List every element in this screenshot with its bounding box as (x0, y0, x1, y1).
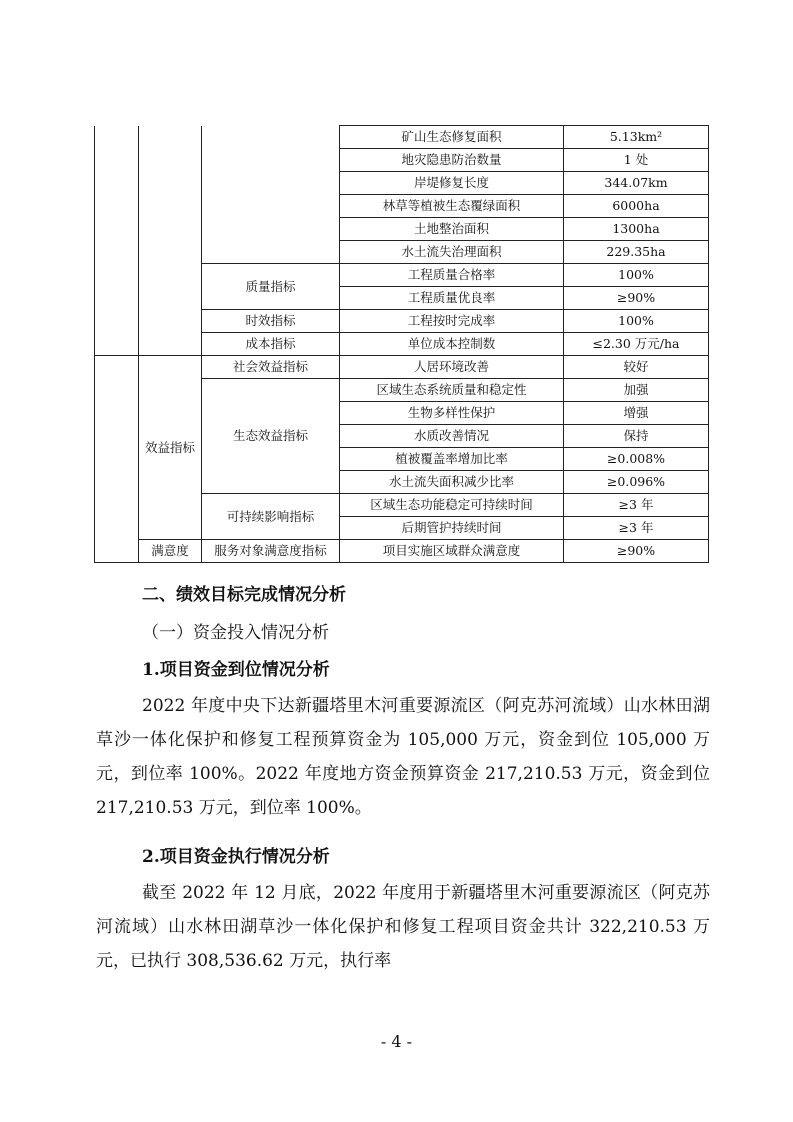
benefit-indicator-group: 效益指标 (139, 356, 202, 540)
indicator-name: 区域生态系统质量和稳定性 (340, 379, 564, 402)
indicator-value: 100% (564, 264, 709, 287)
satisfaction-indicator-group: 满意度 (139, 540, 202, 563)
indicator-name: 项目实施区域群众满意度 (340, 540, 564, 563)
paragraph-fund-arrival: 2022 年度中央下达新疆塔里木河重要源流区（阿克苏河流域）山水林田湖草沙一体化保护和修复工程预算资金为 105,000 万元，资金到位 105,000 万元，到位率 100%。2022 年度地方资金预算资金 217,210.53 万元，资金到位 217,210.53 万元，到位率 100%。 (96, 696, 710, 818)
indicator-value: 较好 (564, 356, 709, 379)
indicator-value: 增强 (564, 402, 709, 425)
quality-indicator-group: 质量指标 (202, 264, 340, 310)
indicator-name: 水质改善情况 (340, 425, 564, 448)
indicator-value: 1300ha (564, 218, 709, 241)
indicator-name: 植被覆盖率增加比率 (340, 448, 564, 471)
indicator-value: 100% (564, 310, 709, 333)
level1-cell-continued (95, 126, 139, 356)
indicator-value: ≥0.008% (564, 448, 709, 471)
table-row (95, 356, 709, 379)
level1-cell-continued (95, 356, 139, 563)
indicator-value: 6000ha (564, 195, 709, 218)
indicator-name: 矿山生态修复面积 (340, 126, 564, 149)
indicator-name: 单位成本控制数 (340, 333, 564, 356)
table-row (95, 540, 709, 563)
indicator-value: ≥0.096% (564, 471, 709, 494)
indicator-value: 保持 (564, 425, 709, 448)
page-number: - 4 - (380, 1032, 413, 1051)
indicator-name: 生物多样性保护 (340, 402, 564, 425)
indicator-name: 工程质量合格率 (340, 264, 564, 287)
indicator-value: 229.35ha (564, 241, 709, 264)
indicator-name: 地灾隐患防治数量 (340, 149, 564, 172)
indicator-value: 1 处 (564, 149, 709, 172)
indicator-value: 5.13km² (564, 126, 709, 149)
indicator-name: 土地整治面积 (340, 218, 564, 241)
level2-cell-continued (139, 126, 202, 356)
indicator-name: 水土流失治理面积 (340, 241, 564, 264)
eco-benefit-indicator-group: 生态效益指标 (202, 379, 340, 494)
indicator-name: 岸堤修复长度 (340, 172, 564, 195)
timeliness-indicator-group: 时效指标 (202, 310, 340, 333)
table-row (95, 126, 709, 149)
indicator-value: ≥90% (564, 287, 709, 310)
indicator-value: ≥3 年 (564, 517, 709, 540)
performance-indicator-table (94, 125, 709, 563)
indicator-name: 工程按时完成率 (340, 310, 564, 333)
social-benefit-indicator-group: 社会效益指标 (202, 356, 340, 379)
indicator-value: ≥3 年 (564, 494, 709, 517)
indicator-value: ≤2.30 万元/ha (564, 333, 709, 356)
subsection-title: （一）资金投入情况分析 (142, 623, 329, 643)
section-title: 二、绩效目标完成情况分析 (142, 585, 346, 605)
paragraph-fund-execution: 截至 2022 年 12 月底，2022 年度用于新疆塔里木河重要源流区（阿克苏河流域）山水林田湖草沙一体化保护和修复工程项目资金共计 322,210.53 万元，已执行 308,536.62 万元，执行率 (96, 883, 710, 971)
indicator-value: ≥90% (564, 540, 709, 563)
sustainability-indicator-group: 可持续影响指标 (202, 494, 340, 540)
cost-indicator-group: 成本指标 (202, 333, 340, 356)
indicator-name: 工程质量优良率 (340, 287, 564, 310)
level3-cell-continued (202, 126, 340, 264)
heading-fund-arrival: 1.项目资金到位情况分析 (142, 660, 330, 680)
indicator-value: 344.07km (564, 172, 709, 195)
heading-fund-execution: 2.项目资金执行情况分析 (142, 847, 330, 867)
service-satisfaction-indicator-group: 服务对象满意度指标 (202, 540, 340, 563)
indicator-name: 区域生态功能稳定可持续时间 (340, 494, 564, 517)
indicator-name: 人居环境改善 (340, 356, 564, 379)
indicator-name: 后期管护持续时间 (340, 517, 564, 540)
indicator-name: 水土流失面积减少比率 (340, 471, 564, 494)
indicator-value: 加强 (564, 379, 709, 402)
indicator-name: 林草等植被生态覆绿面积 (340, 195, 564, 218)
